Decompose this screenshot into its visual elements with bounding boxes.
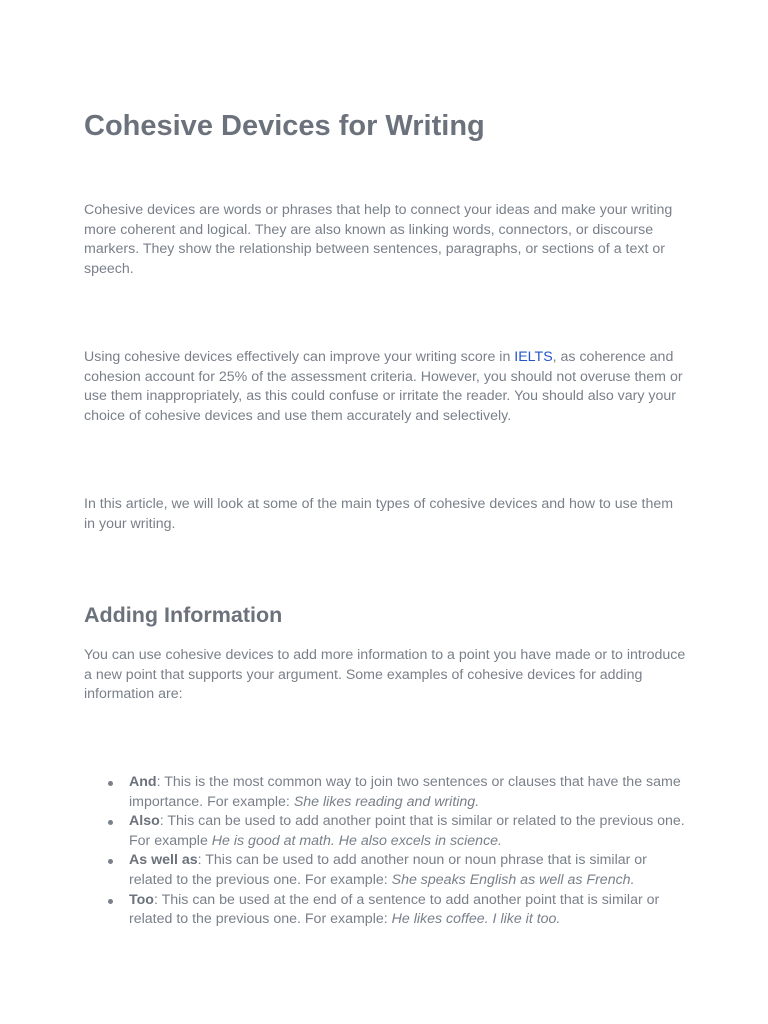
bullet-icon (108, 899, 113, 904)
intro-paragraph-2-text-before: Using cohesive devices effectively can improve your writing score in (84, 349, 515, 365)
bullet-icon (108, 820, 113, 825)
list-item-example: He is good at math. He also excels in science. (211, 832, 502, 849)
bullet-list (84, 773, 688, 930)
intro-paragraph-2 (84, 348, 688, 426)
bullet-icon (108, 781, 113, 786)
list-item-term: As well as (129, 852, 198, 869)
list-item-term: Too (129, 891, 154, 908)
list-item-example: She likes reading and writing. (293, 793, 480, 810)
bullet-icon (108, 859, 113, 864)
section-heading: Adding Information (84, 603, 283, 627)
list-item-text: : This can be used to add another noun or noun phrase that is similar or related to the previous one. For example: (129, 852, 647, 888)
list-item-text: : This can be used to add another point that is similar or related to the previous one. For example (129, 813, 685, 849)
list-item (84, 891, 688, 930)
list-item-example: He likes coffee. I like it too. (391, 911, 561, 928)
list-item-term: Also (129, 813, 160, 830)
list-item (84, 773, 688, 812)
list-item (84, 851, 688, 890)
list-item (84, 812, 688, 851)
intro-paragraph-2-text-after: , as coherence and cohesion account for 25% of the assessment criteria. However, you should not overuse them or use them inappropriately, as this could confuse or irritate the reader. You should also vary your choice of cohesive devices and use them accurately and selectively. (84, 349, 683, 424)
page-title: Cohesive Devices for Writing (84, 110, 485, 142)
list-item-text: : This can be used at the end of a sentence to add another point that is similar or related to the previous one. For example: (129, 891, 660, 928)
list-item-example: She speaks English as well as French. (391, 871, 635, 888)
ielts-link[interactable]: IELTS (514, 349, 553, 365)
section-paragraph: You can use cohesive devices to add more information to a point you have made or to introduce a new point that supports your argument. Some examples of cohesive devices for adding information are: (84, 647, 686, 703)
intro-paragraph-3: In this article, we will look at some of the main types of cohesive devices and how to use them in your writing. (84, 496, 674, 532)
list-item-term: And (129, 774, 157, 790)
list-item-text: : This is the most common way to join two sentences or clauses that have the same importance. For example: (129, 774, 681, 810)
intro-paragraph-1: Cohesive devices are words or phrases that help to connect your ideas and make your writing more coherent and logical. They are also known as linking words, connectors, or discourse markers. They show the relationship between sentences, paragraphs, or sections of a text or speech. (84, 202, 673, 277)
